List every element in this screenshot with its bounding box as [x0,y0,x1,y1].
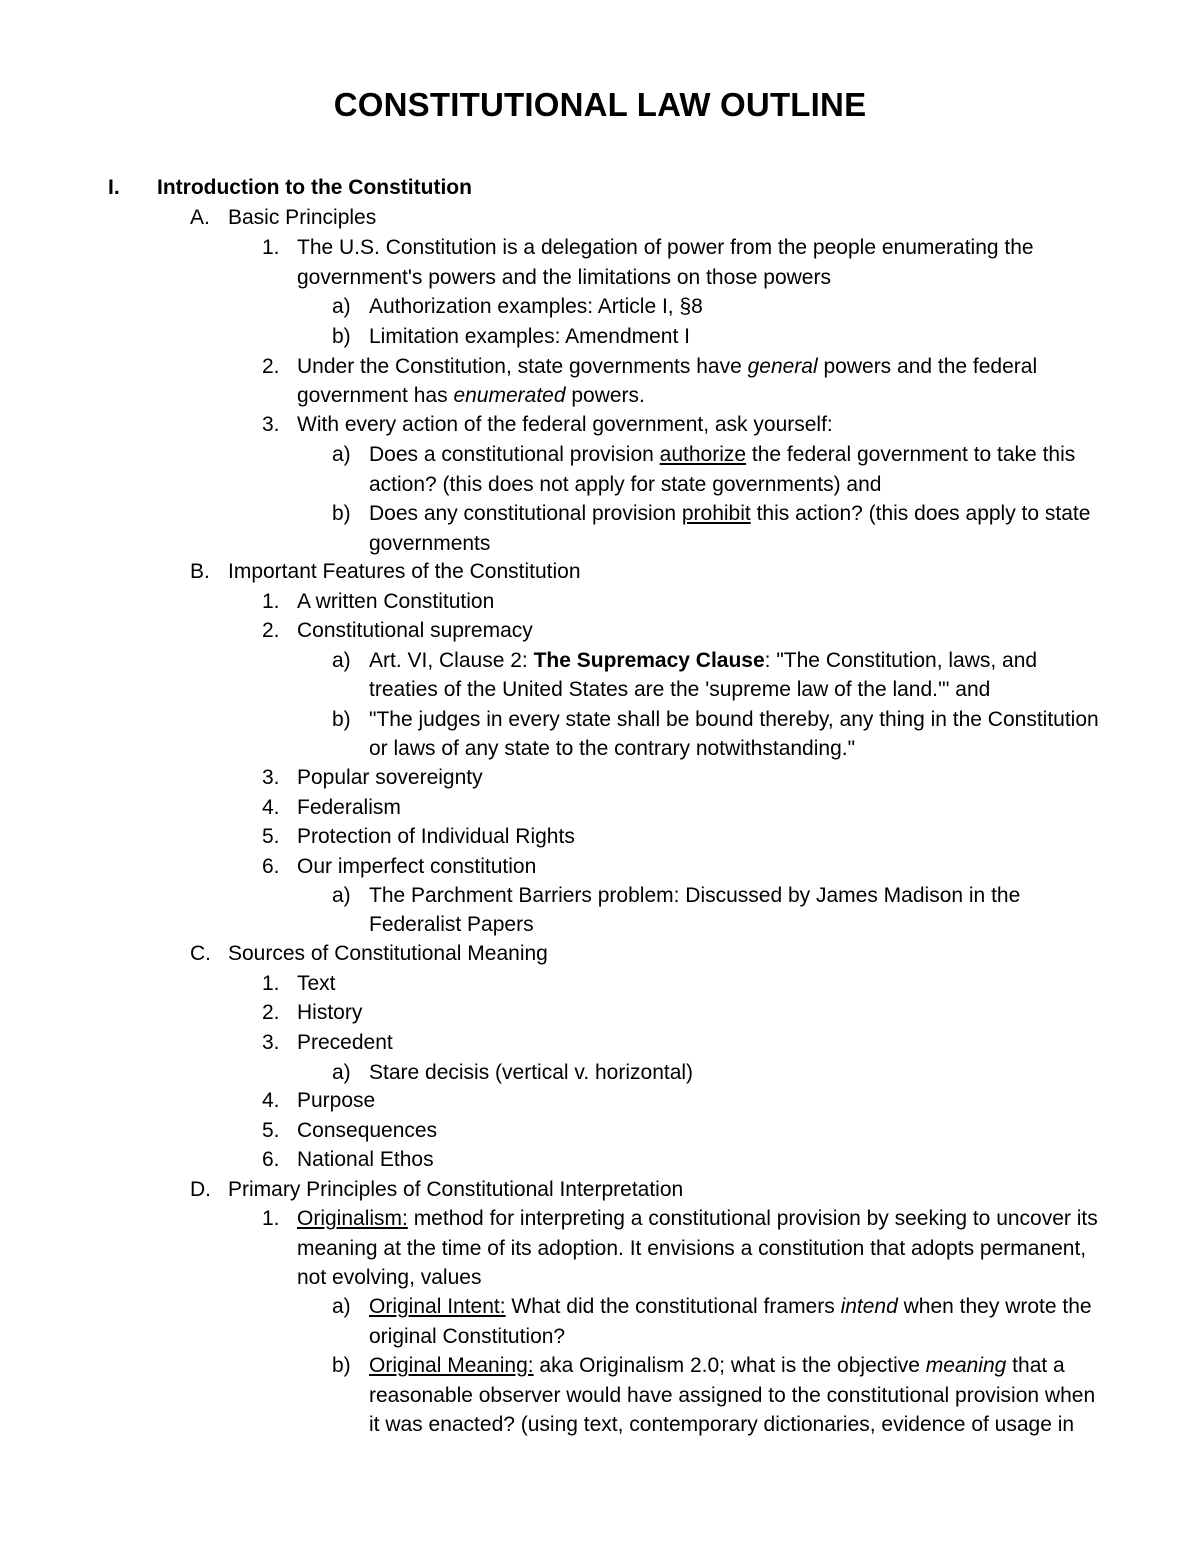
outline-text: Originalism: method for interpreting a constitutional provision by seeking to uncover its [297,1207,1098,1230]
outline-text: Federalist Papers [369,913,534,936]
outline-text: "The judges in every state shall be bound thereby, any thing in the Constitution [369,708,1099,731]
outline-label: 6. [262,855,280,878]
outline-label: C. [190,942,211,965]
outline-label: B. [190,560,210,583]
section-heading: Introduction to the Constitution [157,176,472,199]
outline-text: Does any constitutional provision prohibit this action? (this does apply to state [369,502,1091,525]
outline-label: 1. [262,590,280,613]
outline-text: not evolving, values [297,1266,482,1289]
outline-text: National Ethos [297,1148,434,1171]
outline-label: 4. [262,796,280,819]
outline-label: 3. [262,413,280,436]
outline-label: 1. [262,1207,280,1230]
outline-label: 1. [262,236,280,259]
outline-text: The Parchment Barriers problem: Discussed by James Madison in the [369,884,1021,907]
outline-label: 5. [262,1119,280,1142]
outline-text: Consequences [297,1119,438,1142]
outline-label: b) [332,325,351,348]
outline-label: D. [190,1178,211,1201]
outline-text: original Constitution? [369,1325,566,1348]
section-label: I. [108,176,120,199]
subsection-heading: Sources of Constitutional Meaning [228,942,548,965]
outline-text: or laws of any state to the contrary notwithstanding." [369,737,856,760]
outline-label: 4. [262,1089,280,1112]
outline-text: Protection of Individual Rights [297,825,575,848]
outline-label: b) [332,502,351,525]
outline-text: it was enacted? (using text, contemporary dictionaries, evidence of usage in [369,1413,1075,1436]
outline-text: With every action of the federal government, ask yourself: [297,413,833,436]
outline-label: a) [332,884,351,907]
outline-label: 1. [262,972,280,995]
outline-text: governments [369,532,491,555]
outline-text: action? (this does not apply for state governments) and [369,473,882,496]
outline-text: Precedent [297,1031,393,1054]
outline-text: Constitutional supremacy [297,619,533,642]
outline-text: History [297,1001,363,1024]
outline-text: Does a constitutional provision authorize the federal government to take this [369,443,1076,466]
outline-label: A. [190,206,210,229]
outline-label: b) [332,708,351,731]
outline-label: 6. [262,1148,280,1171]
outline-text: reasonable observer would have assigned to the constitutional provision when [369,1384,1096,1407]
outline-label: 2. [262,1001,280,1024]
outline-label: a) [332,1295,351,1318]
outline-label: a) [332,443,351,466]
outline-text: Purpose [297,1089,376,1112]
subsection-heading: Important Features of the Constitution [228,560,581,583]
outline-text: government has enumerated powers. [297,384,645,407]
outline-text: Authorization examples: Article I, §8 [369,295,703,318]
outline-text: Original Meaning: aka Originalism 2.0; what is the objective meaning that a [369,1354,1065,1377]
subsection-heading: Primary Principles of Constitutional Interpretation [228,1178,684,1201]
outline-label: b) [332,1354,351,1377]
outline-label: a) [332,649,351,672]
page-title: CONSTITUTIONAL LAW OUTLINE [333,86,867,123]
outline-label: 3. [262,766,280,789]
outline-text: The U.S. Constitution is a delegation of power from the people enumerating the [297,236,1034,259]
outline-text: Limitation examples: Amendment I [369,325,690,348]
outline-text: meaning at the time of its adoption. It envisions a constitution that adopts permanent, [297,1237,1087,1260]
outline-label: 3. [262,1031,280,1054]
outline-text: Under the Constitution, state governments have general powers and the federal [297,355,1038,378]
outline-label: 2. [262,355,280,378]
outline-text: treaties of the United States are the 'supreme law of the land.'" and [369,678,991,701]
outline-label: 5. [262,825,280,848]
subsection-heading: Basic Principles [228,206,377,229]
outline-label: a) [332,295,351,318]
outline-text: Original Intent: What did the constitutional framers intend when they wrote the [369,1295,1092,1318]
outline-text: government's powers and the limitations on those powers [297,266,831,289]
outline-text: Stare decisis (vertical v. horizontal) [369,1061,694,1084]
outline-text: Federalism [297,796,401,819]
outline-text: Popular sovereignty [297,766,483,789]
outline-text: A written Constitution [297,590,495,613]
outline-label: 2. [262,619,280,642]
outline-text: Text [297,972,336,995]
outline-text: Our imperfect constitution [297,855,537,878]
outline-text: Art. VI, Clause 2: The Supremacy Clause: "The Constitution, laws, and [369,649,1038,672]
outline-label: a) [332,1061,351,1084]
